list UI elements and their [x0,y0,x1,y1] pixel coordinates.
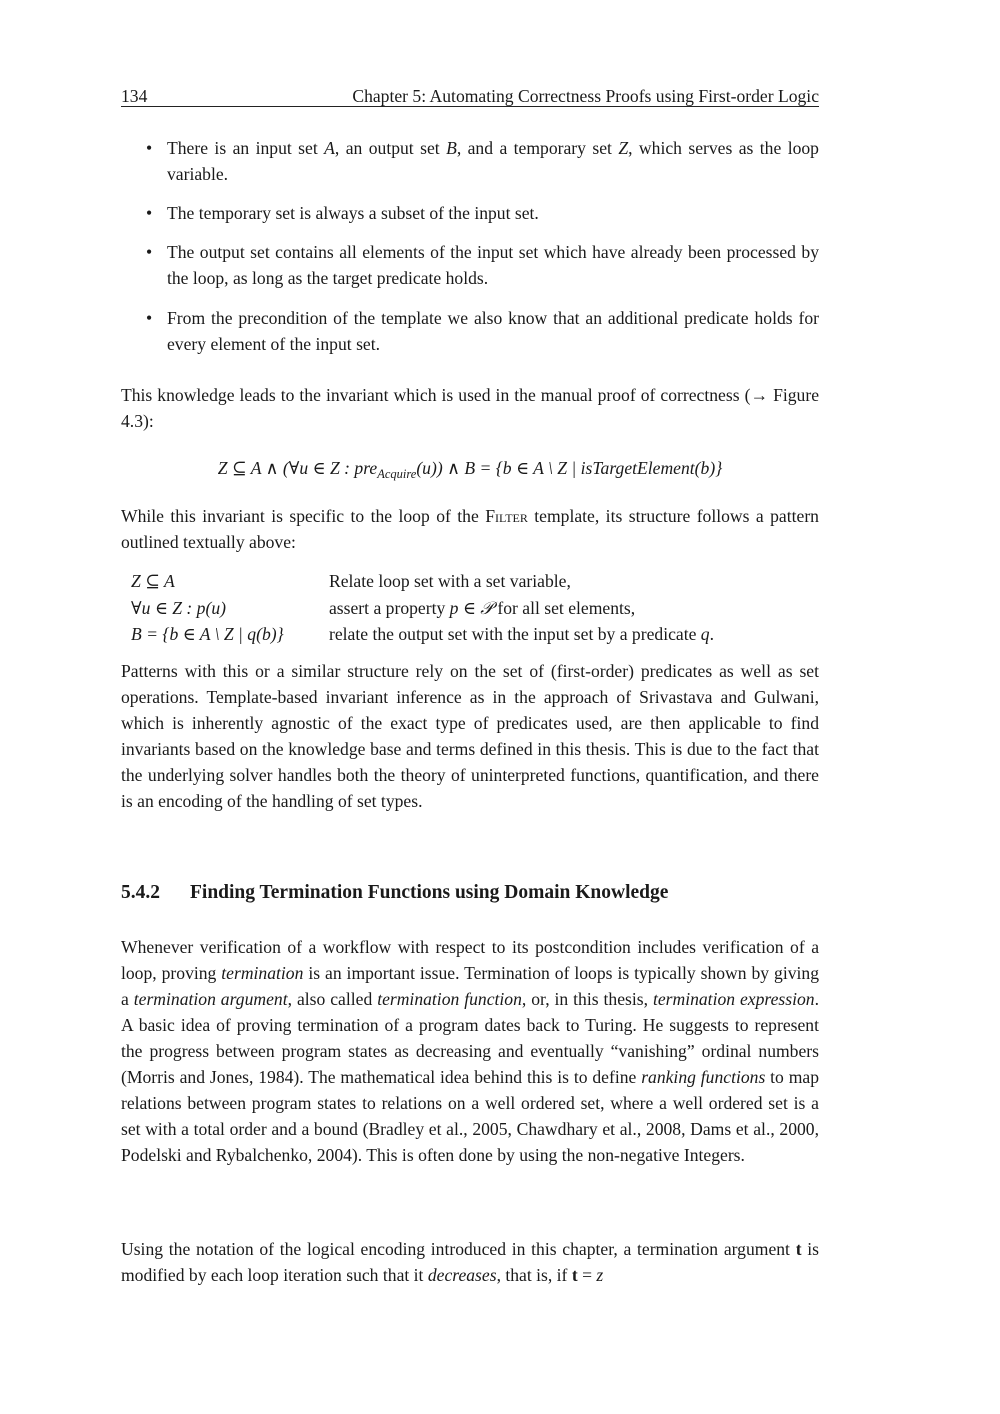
table-row [131,621,819,648]
list-item-text: From the precondition of the template we also know that an additional predicate holds for every element of the input set. [167,308,819,354]
pattern-description: relate the output set with the input set by a predicate q. [329,624,714,644]
pattern-formula: Z ⊆ A [131,571,175,591]
pattern-formula: B = {b ∈ A \ Z | q(b)} [131,624,284,644]
page-number: 134 [121,86,148,106]
pattern-formula: ∀u ∈ Z : p(u) [131,597,226,618]
bullet-icon: • [146,308,153,328]
pattern-table [131,568,819,648]
structure-paragraph: While this invariant is specific to the loop of the Filter template, its structure follows a pattern outlined textually above: [121,506,819,552]
termination-paragraph: Whenever verification of a workflow with respect to its postcondition includes verification of a loop, proving termination is an important issue. Termination of loops is typically shown by giving a termination argument, also called termination function, or, in this thesis, termination expression. A basic idea of proving termination of a program dates back to Turing. He suggests to represent the progress between program states as decreasing and eventually “vanishing” ordinal numbers (Morris and Jones, 1984). The mathematical idea behind this is to define ranking functions to map relations between program states to relations on a well ordered set, where a well ordered set is a set with a total order and a bound (Bradley et al., 2005, Chawdhary et al., 2008, Dams et al., 2000, Podelski and Rybalchenko, 2004). This is often done by using the non-negative Integers. [121,937,819,1165]
patterns-paragraph: Patterns with this or a similar structure rely on the set of (first-order) predicates as well as set operations. Template-based invariant inference as in the approach of Srivastava and Gulwani, which is inherently agnostic of the exact type of predicates used, are then applicable to find invariants based on the knowledge base and terms defined in this thesis. This is due to the fact that the underlying solver handles both the theory of uninterpreted functions, quantification, and there is an encoding of the handling of set types. [121,661,819,811]
section-number: 5.4.2 [121,882,160,903]
last-paragraph: Using the notation of the logical encoding introduced in this chapter, a termination argument t is modified by each loop iteration such that it decreases, that is, if t = z [121,1239,820,1285]
list-item-text: The temporary set is always a subset of the input set. [167,203,539,223]
table-row [131,568,819,595]
pattern-description: Relate loop set with a set variable, [329,571,571,591]
bullet-icon: • [146,242,153,262]
pattern-description: assert a property p ∈ 𝒫 for all set elements, [329,597,636,618]
table-row [131,595,819,622]
list-item-text: The output set contains all elements of the input set which have already been processed by the loop, as long as the target predicate holds. [167,242,819,288]
template-name: Filter [485,506,528,526]
bullet-icon: • [146,138,153,158]
list-item-text: There is an input set A, an output set B, and a temporary set Z, which serves as the loop variable. [167,138,819,184]
running-title: Chapter 5: Automating Correctness Proofs using First-order Logic [352,86,819,106]
invariant-equation: Z ⊆ A ∧ (∀u ∈ Z : pre$_{Acquire}$(u)) ∧ B = {b ∈ A \ Z | isTargetElement(b)} [217,458,723,481]
intro-paragraph: This knowledge leads to the invariant which is used in the manual proof of correctness (→ Figure 4.3): [121,385,819,431]
running-header [121,80,819,107]
bullet-icon: • [146,203,153,223]
section-title: Finding Termination Functions using Domain Knowledge [190,882,669,903]
